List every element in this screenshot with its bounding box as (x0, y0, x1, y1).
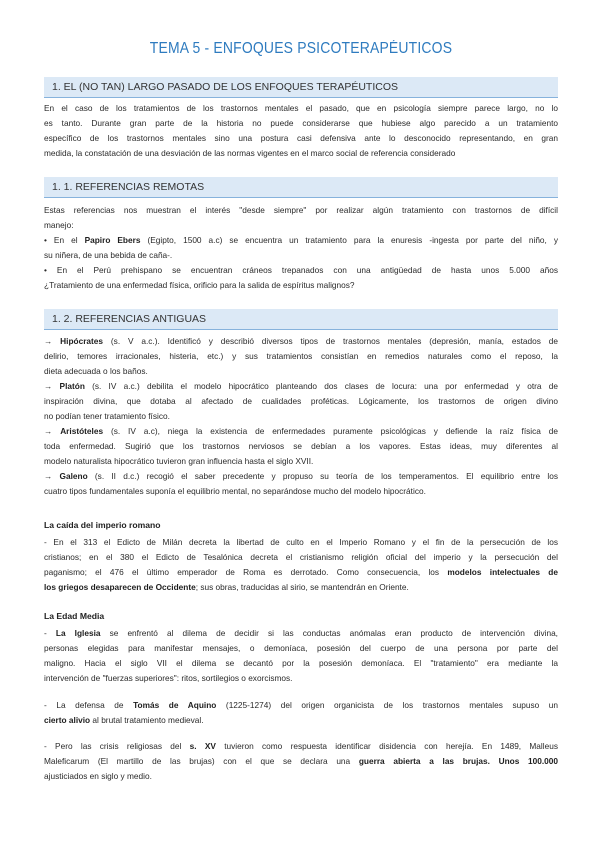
hipocrates-line: delirio, temores irracionales, histeria, etc.) y sus tratamientos consistían en remedios naturales como el reposo, la (44, 351, 558, 361)
hipocrates-line: dieta adecuada o los baños. (44, 366, 148, 376)
iglesia-line: personas elegidas para manifestar mensajes, o demoníaca, posesión del cuerpo de una persona por parte del (44, 643, 558, 653)
bullet-peru: • En el Perú prehispano se encuentran cráneos trepanados con una antigüedad de hasta unos 5.000 años (44, 265, 558, 275)
siglo-xv-line: ajusticiados en siglo y medio. (44, 771, 152, 781)
roma-line: - En el 313 el Edicto de Milán decreta la libertad de culto en el Imperio Romano y el fin de la persecución de los (44, 537, 558, 547)
intro-line: medida, la constatación de una desviación de las normas vigentes en el marco social de referencia considerado (44, 148, 456, 158)
aquino-block (44, 698, 558, 728)
section-heading-1-2-text: 1. 2. REFERENCIAS ANTIGUAS (52, 313, 207, 325)
aristoteles-bold: Aristóteles (60, 426, 104, 436)
aristoteles-line: modelo naturalista hipocrático tuvieron gran influencia hasta el siglo XVII. (44, 456, 314, 466)
hipocrates-line: → Hipócrates (s. V a.c.). Identificó y describió diversos tipos de trastornos mentales (depresión, manía, estados de (44, 336, 558, 346)
intro-line: En el caso de los tratamientos de los trastornos mentales el pasado, que en psicología siempre parece largo, no lo (44, 103, 558, 113)
bullet-peru-cont: ¿Tratamiento de una enfermedad física, orificio para la salida de espíritus malignos? (44, 280, 355, 290)
iglesia-line: intervención de "fuerzas superiores": ritos, sortilegios o exorcismos. (44, 673, 293, 683)
section-heading-1-1-text: 1. 1. REFERENCIAS REMOTAS (52, 181, 205, 193)
edad-media-heading: La Edad Media (44, 611, 105, 621)
aquino-line: - La defensa de Tomás de Aquino (1225-1274) del origen organicista de los trastornos mentales supuso un (44, 700, 558, 710)
section-heading-1 (44, 77, 558, 98)
antiguas-block (44, 334, 558, 499)
galeno-line: → Galeno (s. II d.c.) recogió el saber precedente y propuso su teoría de los temperamentos. El equilibrio entre los (44, 471, 558, 481)
remotas-intro-line: Estas referencias nos muestran el interés "desde siempre" por realizar algún tratamiento con trastornos de difícil (44, 205, 558, 215)
bullet-papiro: • En el Papiro Ebers (Egipto, 1500 a.c) se encuentra un tratamiento para la enuresis -ingesta por parte del niño, y (44, 235, 558, 245)
aristoteles-line: → Aristóteles (s. IV a.c), niega la existencia de enfermedades puramente psicológicas y defiende la raíz física de (44, 426, 558, 436)
remotas-intro-line: manejo: (44, 220, 74, 230)
page-title: TEMA 5 - ENFOQUES PSICOTERAPÉUTICOS (149, 40, 453, 57)
intro-paragraph (44, 101, 558, 161)
galeno-bold: Galeno (59, 471, 88, 481)
bullet-papiro-cont: su niñera, de una bebida de caña-. (44, 250, 173, 260)
papiro-ebers-bold: Papiro Ebers (84, 235, 141, 245)
iglesia-line: maligno. Hacia el siglo VII el dilema se decantó por la posesión demoníaca. El "tratamiento" era mediante la (44, 658, 558, 668)
platon-line: → Platón (s. IV a.c.) debilita el modelo hipocrático planteando dos clases de locura: una por enfermedad y otra de (44, 381, 558, 391)
galeno-line: cuatro tipos fundamentales suponía el equilibrio mental, no separándose mucho del modelo hipocrático. (44, 486, 426, 496)
section-heading-1-1 (44, 177, 558, 198)
section-heading-1-2 (44, 309, 558, 330)
roma-block (44, 535, 558, 595)
intro-line: es tanto. Durante gran parte de la historia no puede considerarse que hubiese algo parecido a un tratamiento (44, 118, 558, 128)
roma-heading: La caída del imperio romano (44, 520, 161, 530)
iglesia-block (44, 626, 558, 686)
platon-line: inspiración divina, que dotaba al afectado de cualidades proféticas. Lógicamente, los trastornos de origen divino (44, 396, 558, 406)
section-heading-1-text: 1. EL (NO TAN) LARGO PASADO DE LOS ENFOQUES TERAPÉUTICOS (52, 81, 398, 93)
aristoteles-line: toda enfermedad. Sugirió que los trastornos nerviosos se debían a los vapores. Estas ideas, muy diferentes al (44, 441, 558, 451)
hipocrates-bold: Hipócrates (60, 336, 104, 346)
iglesia-line: - La Iglesia se enfrentó al dilema de decidir si las conductas anómalas eran producto de intervención divina, (44, 628, 558, 638)
siglo-xv-line: Maleficarum (El martillo de las brujas) con el que se declara una guerra abierta a las brujas. Unos 100.000 (44, 756, 558, 766)
roma-line: paganismo; el 476 el último emperador de Roma es derrotado. Como consecuencia, los modelos intelectuales de (44, 567, 558, 577)
roma-line: cristianos; en el 380 el Edicto de Tesalónica decreta el cristianismo religión oficial del imperio y la persecución del (44, 552, 558, 562)
remotas-block (44, 203, 558, 293)
roma-line: los griegos desaparecen de Occidente; sus obras, traducidas al sirio, se mantendrán en Oriente. (44, 582, 409, 592)
intro-line: específico de los trastornos mentales sino una postura casi defensiva ante lo desconocido representando, en gran (44, 133, 558, 143)
platon-bold: Platón (59, 381, 85, 391)
platon-line: no podían tener tratamiento físico. (44, 411, 170, 421)
aquino-line: cierto alivio al brutal tratamiento medieval. (44, 715, 204, 725)
siglo-xv-block (44, 739, 558, 784)
siglo-xv-line: - Pero las crisis religiosas del s. XV tuvieron como respuesta identificar disidencia con herejía. En 1489, Malleus (44, 741, 558, 751)
